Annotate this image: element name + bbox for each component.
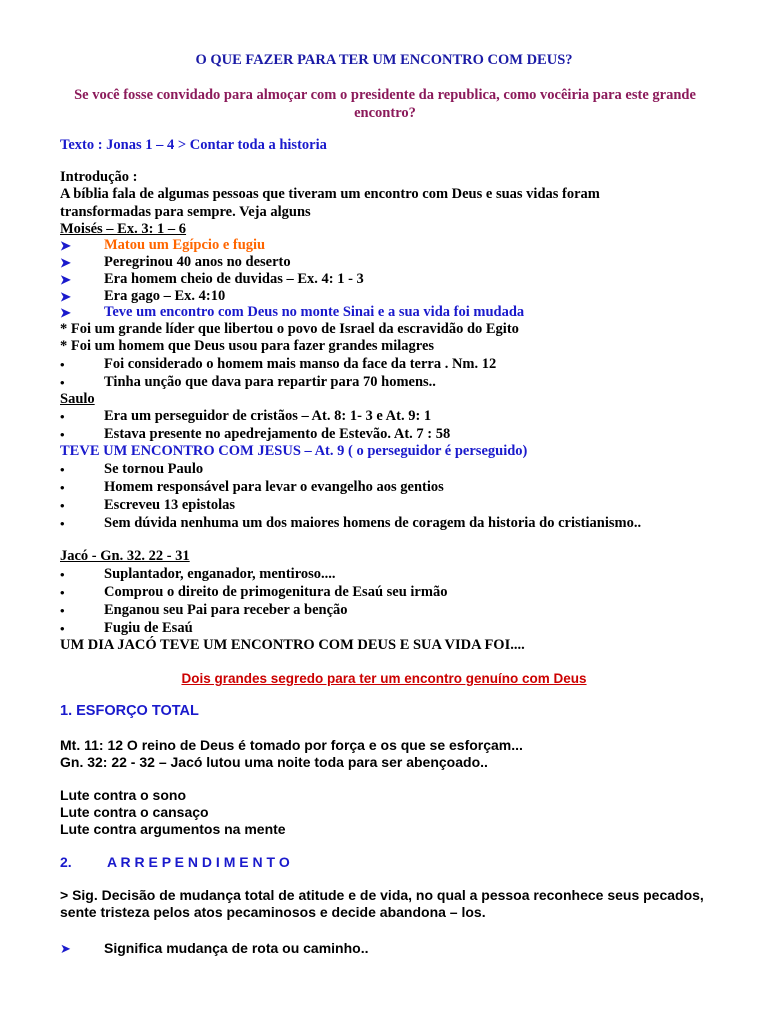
moises-item: Era gago – Ex. 4:10 <box>104 288 226 304</box>
esforco-lute: Lute contra argumentos na mente <box>60 821 286 837</box>
saulo-bullet: Se tornou Paulo <box>104 461 204 477</box>
arrependimento-definition: > Sig. Decisão de mudança total de atitude e de vida, no qual a pessoa reconhece seus pecados, sente tristeza pelos atos pecaminosos e decide abandona – los. <box>60 887 704 920</box>
bullet-icon: • <box>60 621 65 636</box>
secrets-heading: Dois grandes segredo para ter um encontro genuíno com Deus <box>181 671 587 686</box>
jaco-bullet: Enganou seu Pai para receber a benção <box>104 602 348 618</box>
page-subtitle: Se você fosse convidado para almoçar com o presidente da republica, como vocêiria para este grande encontro? <box>74 87 696 121</box>
section-arrependimento-number: 2. <box>60 854 72 870</box>
bullet-icon: • <box>60 603 65 618</box>
moises-star-line: * Foi um grande líder que libertou o povo de Israel da escravidão do Egito <box>60 321 519 337</box>
arrow-icon: ➤ <box>60 289 71 304</box>
bullet-icon: • <box>60 375 65 390</box>
saulo-heading: Saulo <box>60 391 95 407</box>
saulo-bullet: Escreveu 13 epistolas <box>104 497 236 513</box>
esforco-verse: Mt. 11: 12 O reino de Deus é tomado por força e os que se esforçam... <box>60 737 523 753</box>
moises-bullet: Foi considerado o homem mais manso da face da terra . Nm. 12 <box>104 356 497 372</box>
saulo-bullet: Sem dúvida nenhuma um dos maiores homens de coragem da historia do cristianismo.. <box>104 515 642 531</box>
page-title: O QUE FAZER PARA TER UM ENCONTRO COM DEUS? <box>195 52 573 68</box>
arrependimento-item: Significa mudança de rota ou caminho.. <box>104 940 369 956</box>
esforco-lute: Lute contra o sono <box>60 787 186 803</box>
moises-heading: Moisés – Ex. 3: 1 – 6 <box>60 221 187 237</box>
bullet-icon: • <box>60 357 65 372</box>
jaco-bullet: Suplantador, enganador, mentiroso.... <box>104 566 336 582</box>
bullet-icon: • <box>60 462 65 477</box>
moises-star-line: * Foi um homem que Deus usou para fazer grandes milagres <box>60 338 435 354</box>
text-reference: Texto : Jonas 1 – 4 > Contar toda a historia <box>60 137 327 153</box>
bullet-icon: • <box>60 480 65 495</box>
jaco-conclusion: UM DIA JACÓ TEVE UM ENCONTRO COM DEUS E SUA VIDA FOI.... <box>60 637 525 653</box>
section-esforco-heading: 1. ESFORÇO TOTAL <box>60 703 199 719</box>
arrow-icon: ➤ <box>60 272 71 287</box>
bullet-icon: • <box>60 498 65 513</box>
arrow-icon: ➤ <box>60 305 71 320</box>
section-arrependimento-heading: A R R E P E N D I M E N T O <box>107 854 290 870</box>
arrow-icon: ➤ <box>60 238 71 253</box>
saulo-bullet: Estava presente no apedrejamento de Estevão. At. 7 : 58 <box>104 426 451 442</box>
intro-paragraph: A bíblia fala de algumas pessoas que tiveram um encontro com Deus e suas vidas foram transformadas para sempre. Veja alguns <box>60 186 600 220</box>
saulo-bullet: Era um perseguidor de cristãos – At. 8: 1- 3 e At. 9: 1 <box>104 408 432 424</box>
bullet-icon: • <box>60 516 65 531</box>
esforco-verse: Gn. 32: 22 - 32 – Jacó lutou uma noite toda para ser abençoado.. <box>60 754 488 770</box>
saulo-bullet: Homem responsável para levar o evangelho aos gentios <box>104 479 444 495</box>
bullet-icon: • <box>60 427 65 442</box>
intro-heading: Introdução : <box>60 169 138 185</box>
bullet-icon: • <box>60 567 65 582</box>
moises-item: Era homem cheio de duvidas – Ex. 4: 1 - 3 <box>104 271 364 287</box>
jaco-bullet: Fugiu de Esaú <box>104 620 193 636</box>
arrow-icon: ➤ <box>60 941 71 956</box>
saulo-encounter: TEVE UM ENCONTRO COM JESUS – At. 9 ( o perseguidor é perseguido) <box>60 443 528 459</box>
esforco-lute: Lute contra o cansaço <box>60 804 209 820</box>
moises-item: Peregrinou 40 anos no deserto <box>104 254 291 270</box>
jaco-heading: Jacó - Gn. 32. 22 - 31 <box>60 548 190 564</box>
jaco-bullet: Comprou o direito de primogenitura de Esaú seu irmão <box>104 584 448 600</box>
moises-item: Matou um Egípcio e fugiu <box>104 237 266 253</box>
bullet-icon: • <box>60 585 65 600</box>
moises-item: Teve um encontro com Deus no monte Sinai e a sua vida foi mudada <box>104 304 525 320</box>
bullet-icon: • <box>60 409 65 424</box>
arrow-icon: ➤ <box>60 255 71 270</box>
moises-bullet: Tinha unção que dava para repartir para 70 homens.. <box>104 374 436 390</box>
